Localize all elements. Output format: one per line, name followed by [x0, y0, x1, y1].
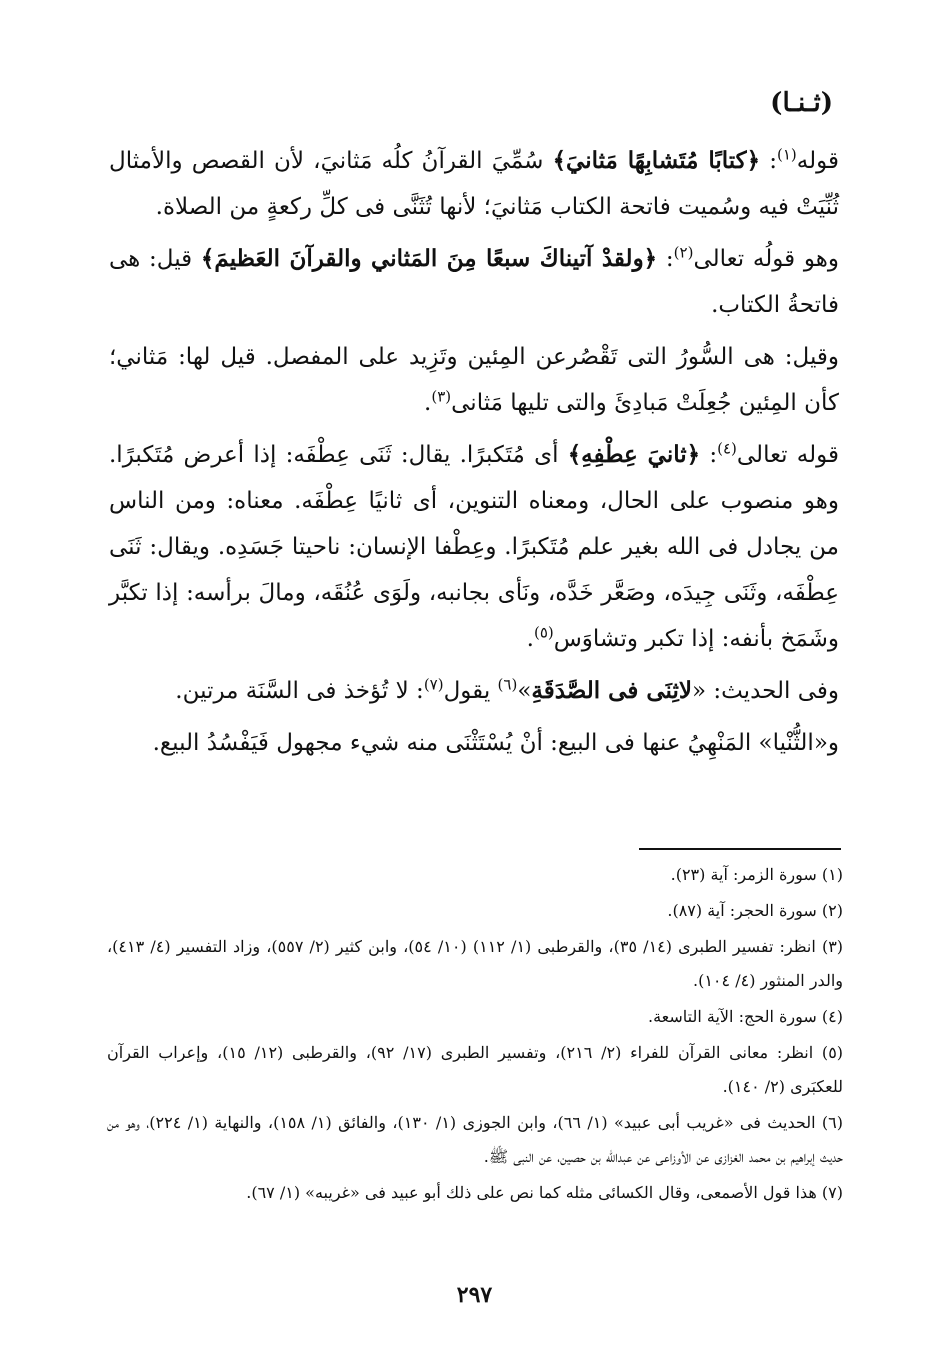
paragraph-text: .: [526, 626, 534, 652]
footnote-ref-1[interactable]: (١): [777, 145, 797, 164]
footnote-2: (٢) سورة الحجر: آية (٨٧).: [667, 901, 843, 920]
footnotes: [107, 858, 843, 1212]
hadith-quote: لاثِنَى فى الصَّدَقَةِ: [531, 677, 692, 704]
paragraph-4: [109, 432, 839, 662]
paragraph-5: [109, 668, 839, 714]
quranic-quote: ﴿ولقدْ آتيناكَ سبعًا مِنَ المَثاني والقرآنَ العَظيمَ﴾: [200, 245, 658, 272]
footnote-3: (٣) انظر: تفسير الطبرى (١٤/ ٣٥)، والقرطبى (١/ ١١٢) (١٠/ ٥٤)، وابن كثير (٢/ ٥٥٧)، وزاد التفسير (٤/ ٤١٣)، والدر المنثور (٤/ ١٠٤).: [107, 937, 844, 990]
paragraph-text: :: [760, 148, 777, 174]
entry-header: (ثـنـا): [770, 88, 833, 118]
paragraph-text: قوله: [796, 148, 839, 174]
paragraph-1: [109, 138, 839, 230]
paragraph-text: وهو قولُه تعالى: [693, 246, 839, 272]
page-number: ٢٩٧: [456, 1282, 493, 1308]
paragraph-text: وقيل: هى السُّورُ التى تَقْصُرعن المِئين وتَزِيد على المفصل. قيل لها: مَثاني؛ كأن المِئين جُعِلَتْ مَبادِئَ والتى تليها مَثانى: [109, 344, 839, 416]
paragraph-6: [109, 720, 839, 766]
footnote-ref-5[interactable]: (٥): [533, 623, 554, 642]
paragraph-text: قوله تعالى: [736, 442, 840, 468]
paragraph-text: وفى الحديث: «: [691, 678, 839, 704]
footnote-5: (٥) انظر: معانى القرآن للفراء (٢/ ٢١٦)، وتفسير الطبرى (١٧/ ٩٢)، والقرطبى (١٢/ ١٥)، وإعراب القرآن للعكبَرى (٢/ ١٤٠).: [107, 1043, 844, 1096]
footnote-1: (١) سورة الزمر: آية (٢٣).: [670, 865, 843, 884]
paragraph-text: :: [657, 246, 674, 272]
footnote-ref-7[interactable]: (٧): [423, 675, 444, 694]
footnote-6: (٦) الحديث فى «غريب أبى عبيد» (١/ ٦٦)، وابن الجوزى (١/ ١٣٠)، والفائق (١/ ١٥٨)، والنهاية (١/ ٢٢٤)، وهو من حديث إبراهيم بن محمد الغزازى عن الأوزاعى عن عبدالله بن حصين، عن النبى ﷺ.: [107, 1113, 843, 1166]
main-text: [109, 138, 839, 772]
quranic-quote: ﴿ثانيَ عِطْفِهِ﴾: [567, 441, 701, 468]
footnote-divider: [639, 848, 841, 850]
footnote-ref-2[interactable]: (٢): [673, 243, 694, 262]
footnote-ref-4[interactable]: (٤): [717, 439, 737, 458]
paragraph-text: :: [700, 442, 718, 468]
footnote-7: (٧) هذا قول الأصمعى، وقال الكسائى مثله كما نص على ذلك أبو عبيد فى «غريبه» (١/ ٦٧).: [246, 1183, 843, 1202]
paragraph-text: قيل: هى فاتحةُ الكتاب.: [109, 246, 839, 318]
paragraph-text: أى مُتَكبرًا. يقال: ثَنَى عِطْفَه: إذا أعرض مُتَكبرًا. وهو منصوب على الحال، ومعناه التنوين، أى ثانيًا عِطْفَه. معناه: ومن الناس من يجادل فى الله بغير علم مُتَكبرًا. وعِطْفا الإنسان: ناحيتا جَسَدِه. ويقال: ثَنَى عِطْفَه، وثَنَى جِيدَه، وصَعَّر خَدَّه، ونَأى بجانبه، ولَوَى عُنُقَه، ومالَ برأسه: إذا تكبَّر وشَمَخ بأنفه: إذا تكبر وتشاوَس: [109, 442, 839, 652]
paragraph-text: سُمِّيَ القرآنُ كلُه مَثانيَ، لأن القصص والأمثال ثُنِّيَتْ فيه وسُميت فاتحة الكتاب مَثانيَ؛ لأنها تُثَنَّى فى كلِّ ركعةٍ من الصلاة.: [109, 148, 839, 220]
paragraph-text: .: [424, 390, 432, 416]
paragraph-text: : لا تُؤخذ فى السَّنَة مرتين.: [175, 678, 424, 704]
paragraph-text: يقول: [443, 678, 498, 704]
footnote-ref-6[interactable]: (٦): [497, 675, 518, 694]
paragraph-2: [109, 236, 839, 328]
paragraph-3: [109, 334, 839, 426]
footnote-4: (٤) سورة الحج: الآية التاسعة.: [648, 1007, 843, 1026]
footnote-ref-3[interactable]: (٣): [431, 387, 452, 406]
quranic-quote: ﴿كتابًا مُتَشابِهًا مَثانيَ﴾: [552, 147, 761, 174]
paragraph-text: و«الثُّنْيا» المَنْهِيُ عنها فى البيع: أنْ يُسْتَثْنَى منه شيء مجهول فَيَفْسُدُ البيع.: [152, 730, 839, 756]
paragraph-text: »: [517, 678, 532, 704]
